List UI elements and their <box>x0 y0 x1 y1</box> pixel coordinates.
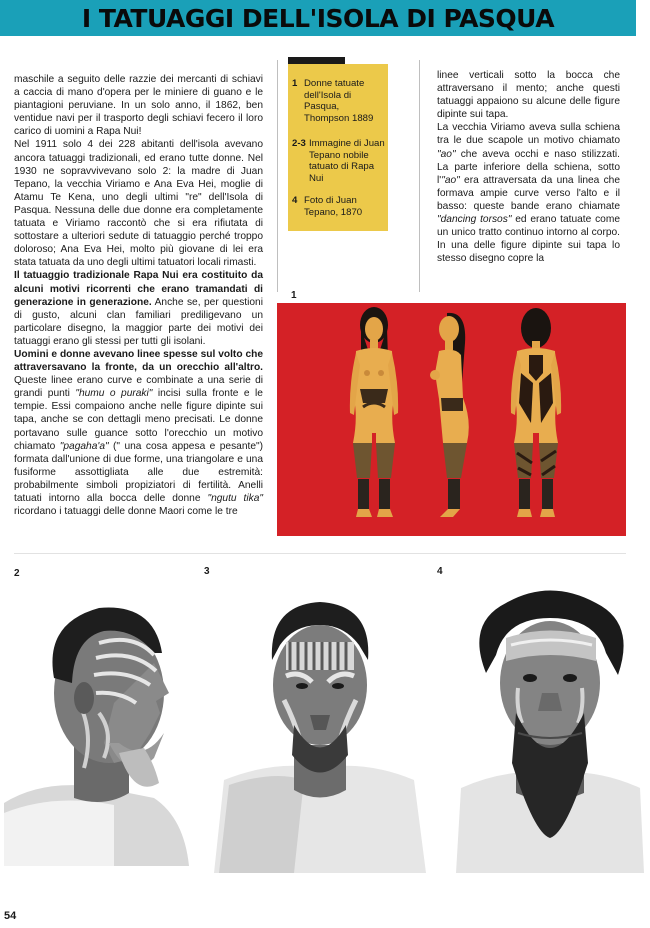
lead-sentence: Uomini e donne avevano linee spesse sul volto che attraversavano la fronte, da un orecchio all'altro. <box>14 348 263 374</box>
profile-portrait-drawing <box>4 583 206 866</box>
paragraph: linee verticali sotto la bocca che attraversano il mento; anche questi tatuaggi appaiono su alcune delle figure dipinte sui tapa. <box>437 70 620 121</box>
term: "ngutu tika" <box>207 493 263 504</box>
caption-item <box>292 195 386 218</box>
section-divider <box>14 553 626 554</box>
term: "ao" <box>437 148 456 160</box>
caption-box <box>288 64 388 231</box>
paragraph-text: La vecchia Viriamo aveva sulla schiena tra le due scapole un motivo chiamato <box>437 122 620 147</box>
page-title: I TATUAGGI DELL'ISOLA DI PASQUA <box>81 4 555 33</box>
paragraph: Nel 1911 solo 4 dei 228 abitanti dell'isola avevano ancora tatuaggi tradizionali, ed erano tutte donne. Nel 1930 ne sopravvivevano solo 2: la madre di Juan Tepano, la vecchia Viriamo e Ana Eva Hei, moglie di Atamu Te Kena, uno degli ultimi "re" dell'Isola di Pasqua. Nessuna delle due donne era completamente tatuata e Viriamo raccontò che si era rifiutata di sottostare a ulteriori sedute di tatuaggio perché troppo doloroso; Ana Eva Hei, molto più giovane di lei era stata tatuata da uno degli ultimi tatuatori locali rimasti. <box>14 139 263 269</box>
paragraph-text: ricordano i tatuaggi delle donne Maori come le tre <box>14 506 238 518</box>
paragraph-text: incisi sulla fronte e le tempie. Essi compaiono anche nelle figure dipinte sui tapa, anche se con dettagli meno precisati. Le donne portavano sulle guance sotto l'orecchio un motivo chiamato <box>14 388 263 452</box>
caption-text: Immagine di Juan Tepano nobile tatuato di Rapa Nui <box>309 138 385 184</box>
paragraph <box>14 269 263 348</box>
juan-tepano-profile-photo <box>4 583 206 866</box>
women-figures-drawing <box>277 303 626 536</box>
column-divider <box>419 60 420 292</box>
tattooed-women-illustration <box>277 303 626 536</box>
figure-number: 3 <box>204 566 210 577</box>
caption-number: 4 <box>292 195 298 206</box>
paragraph <box>14 348 263 518</box>
figure-number: 2 <box>14 568 20 579</box>
paragraph: maschile a seguito delle razzie dei mercanti di schiavi a caccia di mano d'opera per le miniere di guano e le piantagioni peruviane. In un solo anno, il 1862, ben ventidue navi per il trasporto degli schiavi fecero il loro carico di uomini a Rapa Nui! <box>14 74 263 138</box>
paragraph-text: ed erano tatuate come un unico tratto continuo intorno al corpo. In una delle figure dipinte sui tapa lo stesso disegno copre la <box>437 214 620 265</box>
paragraph-text: (" una cosa appesa e pesante") formata dall'unione di due forme, una triangolare e una fusiforme assottigliata alle due estremità: probabilmente simboli propiziatori di fertilità. Anelli tatuati intorno alla bocca delle donne <box>14 440 264 504</box>
caption-number: 1 <box>292 78 298 89</box>
juan-tepano-1870-photo <box>456 583 644 873</box>
paragraph-text: era attraversata da una linea che formava ampie curve verso l'alto e il basso: queste bande erano chiamate <box>437 174 620 212</box>
caption-text: Donne tatuate dell'Isola di Pasqua, Thompson 1889 <box>304 78 374 124</box>
term: "humu o puraki" <box>75 388 153 400</box>
lead-sentence: Il tatuaggio tradizionale Rapa Nui era costituito da alcuni motivi ricorrenti che erano tramandati di generazione in generazione. <box>14 270 263 308</box>
caption-number: 2-3 <box>292 138 306 149</box>
caption-item <box>292 138 386 184</box>
caption-text: Foto di Juan Tepano, 1870 <box>304 195 363 218</box>
juan-tepano-frontal-photo <box>214 590 426 873</box>
figure-number: 1 <box>291 290 297 301</box>
column-divider <box>277 60 278 292</box>
caption-item <box>292 78 386 124</box>
paragraph-text: Anche se, per questioni di gusto, alcuni clan familiari prediligevano un particolare disegno, la maggior parte dei motivi dei tatuaggi erano gli stessi per tutti gli isolani. <box>14 296 263 347</box>
frontal-portrait-drawing <box>214 590 426 873</box>
term: "pagaha'a" <box>59 440 109 452</box>
older-portrait-drawing <box>456 583 644 873</box>
figure-number: 4 <box>437 566 443 577</box>
woman-back-figure <box>511 308 561 517</box>
right-text-column <box>437 69 620 265</box>
term: "dancing torsos" <box>437 214 512 226</box>
paragraph-text: Queste linee erano curve e combinate a una serie di grandi punti <box>14 375 263 400</box>
left-text-column <box>14 73 263 518</box>
page-number: 54 <box>4 910 17 922</box>
paragraph <box>437 121 620 265</box>
paragraph-text: che aveva occhi e naso stilizzati. La parte inferiore della schiena, sotto l' <box>437 148 620 186</box>
term: "ao" <box>441 174 460 186</box>
woman-front-figure <box>350 307 398 517</box>
caption-accent-bar <box>288 57 345 64</box>
woman-side-figure <box>430 313 469 517</box>
